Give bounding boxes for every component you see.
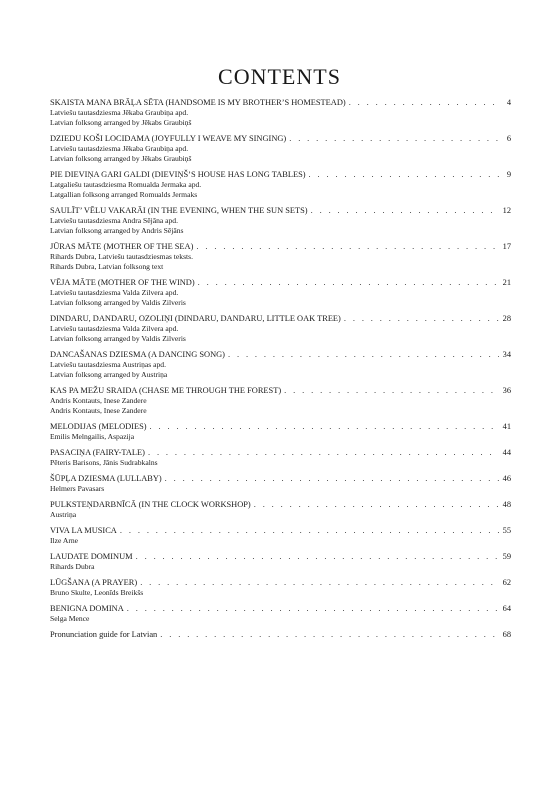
- toc-entry-page-number: 21: [502, 278, 511, 287]
- toc-entry: [50, 525, 511, 546]
- toc-entry-line: [50, 525, 511, 536]
- toc-entry-line: [50, 277, 511, 288]
- toc-entry-credit: Latvian folksong arranged by Valdis Zilveris: [50, 334, 186, 343]
- toc-entry-page-number: 17: [502, 242, 511, 251]
- toc-entry-title: SAULĪT’ VĒLU VAKARĀI (IN THE EVENING, WHEN THE SUN SETS): [50, 206, 308, 215]
- dot-leader: [254, 499, 499, 510]
- toc-entry-line: [50, 629, 511, 640]
- dot-leader: [150, 421, 499, 432]
- toc-entry: [50, 473, 511, 494]
- toc-entry-line: [50, 133, 511, 144]
- toc-entry-title: LŪGŠANA (A PRAYER): [50, 578, 138, 587]
- toc-entry-line: [50, 313, 511, 324]
- toc-entry-page-number: 55: [502, 526, 511, 535]
- toc-entry-credit: Latgaliešu tautasdziesma Romualda Jermaka apd.: [50, 180, 202, 189]
- toc-entry-credit: Latvian folksong arranged by Jēkabs Graubiņš: [50, 118, 192, 127]
- toc-entry: [50, 447, 511, 468]
- toc-entry-line: [50, 205, 511, 216]
- toc-entry-credit: Latviešu tautasdziesma Andra Sējāna apd.: [50, 216, 178, 225]
- toc-entry-credit: Andris Kontauts, Inese Zandere: [50, 406, 147, 415]
- toc-entry: [50, 97, 511, 128]
- toc-entry-title: MELODIJAS (MELODIES): [50, 422, 147, 431]
- toc-entry-line: [50, 577, 511, 588]
- toc-entry-line: [50, 97, 511, 108]
- toc-entry-credit: Ilze Arne: [50, 536, 79, 545]
- toc-entry-credit: Pēteris Barisons, Jānis Sudrabkalns: [50, 458, 158, 467]
- toc-entry-page-number: 9: [506, 170, 511, 179]
- toc-entry-line: [50, 385, 511, 396]
- dot-leader: [140, 577, 499, 588]
- toc-entry: [50, 169, 511, 200]
- toc-entry-page-number: 62: [502, 578, 511, 587]
- toc-entry-title: ŠŪPĻA DZIESMA (LULLABY): [50, 474, 162, 483]
- toc-entry-title: BENIGNA DOMINA: [50, 604, 124, 613]
- toc-entry-title: VĒJA MĀTE (MOTHER OF THE WIND): [50, 278, 195, 287]
- toc-entry: [50, 205, 511, 236]
- toc-entry-title: JŪRAS MĀTE (MOTHER OF THE SEA): [50, 242, 194, 251]
- toc-entry-line: [50, 169, 511, 180]
- dot-leader: [196, 241, 499, 252]
- toc-entry: [50, 313, 511, 344]
- toc-entry-page-number: 28: [502, 314, 511, 323]
- toc-entry-line: [50, 447, 511, 458]
- toc-entry-title: VIVA LA MUSICA: [50, 526, 117, 535]
- toc-entry-title: SKAISTA MANA BRĀĻA SĒTA (HANDSOME IS MY BROTHER’S HOMESTEAD): [50, 98, 346, 107]
- toc-entry-line: [50, 551, 511, 562]
- toc-entry-title: DZIEDU KOŠI LOCIDAMA (JOYFULLY I WEAVE MY SINGING): [50, 134, 287, 143]
- toc-entry-credit: Rihards Dubra: [50, 562, 95, 571]
- toc-entry-title: DANCAŠANAS DZIESMA (A DANCING SONG): [50, 350, 225, 359]
- toc-entry-credit: Rihards Dubra, Latvian folksong text: [50, 262, 164, 271]
- dot-leader: [309, 169, 499, 180]
- dot-leader: [165, 473, 499, 484]
- toc-entry-title: PIE DIEVIŅA GARI GALDI (DIEVIŅŠ’S HOUSE HAS LONG TABLES): [50, 170, 306, 179]
- toc-entry-title: PULKSTEŅDARBNĪCĀ (IN THE CLOCK WORKSHOP): [50, 500, 251, 509]
- toc-entry-credit: Latviešu tautasdziesma Jēkaba Graubiņa apd.: [50, 108, 189, 117]
- page-title: CONTENTS: [218, 64, 341, 89]
- toc-entry-page-number: 59: [502, 552, 511, 561]
- toc-entry-page-number: 46: [502, 474, 511, 483]
- toc-entry-title: LAUDATE DOMINUM: [50, 552, 133, 561]
- table-of-contents: [50, 97, 511, 645]
- dot-leader: [127, 603, 499, 614]
- toc-entry-credit: Latvian folksong arranged by Austriņa: [50, 370, 168, 379]
- dot-leader: [120, 525, 499, 536]
- toc-entry: [50, 277, 511, 308]
- toc-entry: [50, 603, 511, 624]
- toc-entry-title: KAS PA MEŽU SRAIDA (CHASE ME THROUGH THE FOREST): [50, 386, 282, 395]
- dot-leader: [284, 385, 499, 396]
- toc-entry-page-number: 68: [502, 630, 511, 639]
- dot-leader: [160, 629, 499, 640]
- toc-entry-line: [50, 241, 511, 252]
- toc-entry-line: [50, 603, 511, 614]
- dot-leader: [349, 97, 499, 108]
- dot-leader: [198, 277, 499, 288]
- dot-leader: [289, 133, 499, 144]
- toc-entry: [50, 629, 511, 640]
- toc-entry-page-number: 12: [502, 206, 511, 215]
- dot-leader: [136, 551, 499, 562]
- toc-entry-line: [50, 349, 511, 360]
- toc-entry-credit: Bruno Skulte, Leonīds Breikšs: [50, 588, 144, 597]
- toc-entry-page-number: 34: [502, 350, 511, 359]
- toc-entry-credit: Latviešu tautasdziesma Valda Zilvera apd.: [50, 288, 179, 297]
- toc-entry: [50, 349, 511, 380]
- toc-entry-line: [50, 473, 511, 484]
- toc-entry-credit: Latgallian folksong arranged Romualds Jermaks: [50, 190, 198, 199]
- dot-leader: [311, 205, 499, 216]
- dot-leader: [148, 447, 499, 458]
- toc-entry-page-number: 41: [502, 422, 511, 431]
- toc-entry-page-number: 36: [502, 386, 511, 395]
- toc-entry-line: [50, 421, 511, 432]
- toc-entry-line: [50, 499, 511, 510]
- toc-entry-page-number: 44: [502, 448, 511, 457]
- toc-entry: [50, 577, 511, 598]
- toc-entry-credit: Emilis Melngailis, Aspazija: [50, 432, 135, 441]
- toc-entry-title: DINDARU, DANDARU, OZOLIŅI (DINDARU, DANDARU, LITTLE OAK TREE): [50, 314, 341, 323]
- dot-leader: [344, 313, 499, 324]
- toc-entry-page-number: 64: [502, 604, 511, 613]
- toc-entry: [50, 551, 511, 572]
- toc-entry: [50, 499, 511, 520]
- toc-entry-credit: Latvian folksong arranged by Andris Sējāns: [50, 226, 184, 235]
- toc-entry-title: Pronunciation guide for Latvian: [50, 630, 158, 639]
- toc-entry: [50, 421, 511, 442]
- toc-entry-credit: Austriņa: [50, 510, 77, 519]
- toc-entry-credit: Latviešu tautasdziesma Austriņas apd.: [50, 360, 166, 369]
- toc-entry-credit: Latvian folksong arranged by Valdis Zilveris: [50, 298, 186, 307]
- toc-entry-credit: Latvian folksong arranged by Jēkabs Graubiņš: [50, 154, 192, 163]
- toc-entry-credit: Andris Kontauts, Inese Zandere: [50, 396, 147, 405]
- toc-entry-credit: Latviešu tautasdziesma Jēkaba Graubiņa apd.: [50, 144, 189, 153]
- toc-entry-page-number: 48: [502, 500, 511, 509]
- toc-entry-credit: Helmers Pavasars: [50, 484, 105, 493]
- toc-entry-credit: Selga Mence: [50, 614, 90, 623]
- toc-entry-page-number: 6: [506, 134, 511, 143]
- toc-entry-page-number: 4: [506, 98, 511, 107]
- dot-leader: [228, 349, 499, 360]
- toc-entry: [50, 385, 511, 416]
- toc-entry-title: PASACIŅA (FAIRY-TALE): [50, 448, 145, 457]
- toc-entry-credit: Rihards Dubra, Latviešu tautasdziesmas teksts.: [50, 252, 193, 261]
- toc-entry: [50, 133, 511, 164]
- toc-entry: [50, 241, 511, 272]
- toc-entry-credit: Latviešu tautasdziesma Valda Zilvera apd.: [50, 324, 179, 333]
